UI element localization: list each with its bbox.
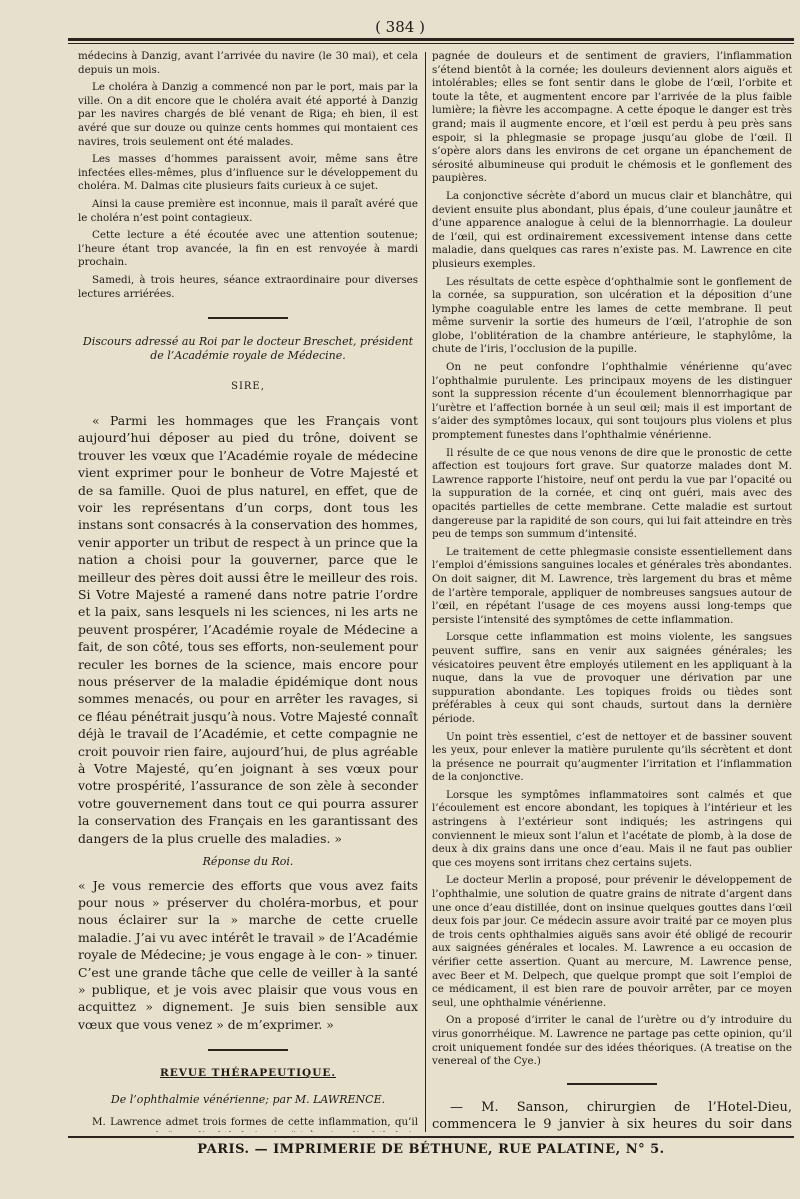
top-rule-thin xyxy=(68,43,794,44)
left-column xyxy=(78,50,418,1132)
paragraph: Samedi, à trois heures, séance extraordinaire pour diverses lectures arriérées. xyxy=(78,273,418,300)
paragraph: Le docteur Merlin a proposé, pour prévenir le développement de l’ophthalmie, une solution de quatre grains de nitrate d’argent dans une once d’eau distillée, dont on insinue quelques gouttes dans l’œil deux fois par jour. Ce médecin assure avoir traité par ce moyen plus de trois cents ophthalmies aiguës sans avoir été obligé de recourir aux saignées générales et locales. M. Lawrence a eu occasion de vérifier cette assertion. Quant au mercure, M. Lawrence pense, avec Beer et M. Delpech, que quelque prompt que soit l’emploi de ce médicament, il est bien rare de pouvoir arrêter, par ce moyen seul, une ophthalmie vénérienne. xyxy=(432,874,792,1009)
announcements xyxy=(432,1099,792,1132)
paragraph: Un point très essentiel, c’est de nettoyer et de bassiner souvent les yeux, pour enlever la matière purulente qu’ils sécrètent et dont la présence ne pourrait qu’augmenter l’irritation et l’inflammation de la conjonctive. xyxy=(432,730,792,784)
paragraph: Le traitement de cette phlegmasie consiste essentiellement dans l’emploi d’émissions sanguines locales et générales très abondantes. On doit saigner, dit M. Lawrence, très largement du bras et même de l’artère temporale, appliquer de nombreuses sangsues autour de l’œil, en répétant l’usage de ces moyens aussi long-temps que persiste l’intensité des symptômes de cette inflammation. xyxy=(432,545,792,626)
paragraph: Il résulte de ce que nous venons de dire que le pronostic de cette affection est toujours fort grave. Sur quatorze malades dont M. Lawrence rapporte l’histoire, neuf ont perdu la vue par l’opacité ou la suppuration de la cornée, et cinq ont guéri, mais avec des opacités partielles de cette membrane. Cette maladie est surtout dangereuse par la rapidité de son cours, qui lui fait atteindre en très peu de temps son summum d’intensité. xyxy=(432,446,792,541)
paragraph: Cette lecture a été écoutée avec une attention soutenue; l’heure étant trop avancée, la fin en est renvoyée à mardi prochain. xyxy=(78,229,418,269)
column-divider xyxy=(425,52,426,1132)
printer-imprint: PARIS. — IMPRIMERIE DE BÉTHUNE, RUE PALATINE, N° 5. xyxy=(197,1142,665,1157)
paragraph: Lorsque cette inflammation est moins violente, les sangsues peuvent suffire, sans en venir aux saignées générales; les vésicatoires peuvent être employés utilement en les appliquant à la nuque, dans la vue de provoquer une dérivation par une suppuration abondante. Les topiques froids ou tièdes sont préférables à ceux qui sont chauds, surtout dans la dernière période. xyxy=(432,631,792,725)
salutation: SIRE, xyxy=(231,381,265,393)
section-separator xyxy=(567,1083,657,1085)
discours-text: « Parmi les hommages que les Français vont aujourd’hui déposer au pied du trône, doivent se trouver les vœux que l’Académie royale de médecine vient exprimer pour le bonheur de Votre Majesté et de sa famille. Quoi de plus naturel, en effet, que de voir les représentans d’un corps, dont tous les instans sont consacrés à la conservation des hommes, venir apporter un tribut de respect à un prince que la nation a choisi pour la gouverner, parce que le meilleur des pères doit aussi être le meilleur des rois. Si Votre Majesté a ramené dans notre patrie l’ordre et la paix, sans lesquels ni les sciences, ni les arts ne peuvent prospérer, l’Académie royale de Médecine a fait, de son côté, tous ses efforts, non-seulement pour reculer les bornes de la science, mais encore pour nous préserver de la maladie épidémique dont nous sommes menacés, ou pour en arrêter les ravages, si ce fléau pénétrait jusqu’à nous. Votre Majesté connaît déjà le travail de l’Académie, et cette compagnie ne croit pouvoir rien faire, aujourd’hui, de plus agréable à Votre Majesté, qu’en joignant à ses vœux pour votre prospérité, l’assurance de son zèle à seconder votre gouvernement dans tout ce qui pourra assurer la conservation des Français en les garantissant des dangers de la plus cruelle des maladies. » xyxy=(78,412,418,846)
paragraph: On ne peut confondre l’ophthalmie vénérienne qu’avec l’ophthalmie purulente. Les principaux moyens de les distinguer sont la suppression récente d’un écoulement blennorrhagique par l’urètre et l’affection bornée à un seul œil; mais il est important de s’aider des symptômes locaux, qui sont toujours plus violens et plus promptement funestes dans l’ophthalmie vénérienne. xyxy=(432,361,792,442)
article-text: M. Lawrence admet trois formes de cette inflammation, qu’il xyxy=(92,1116,418,1129)
page-number: ( 384 ) xyxy=(375,18,425,36)
article-title: De l’ophthalmie vénérienne; par M. LAWRENCE. xyxy=(110,1092,386,1106)
paragraph: pagnée de douleurs et de sentiment de graviers, l’inflammation s’étend bientôt à la cornée; les douleurs deviennent alors aiguës et intolérables; elles se font sentir dans le globe de l’œil, l’orbite et toute la tête, et augmentent encore par l’arrivée de la plus faible lumière; la fièvre les accompagne. A cette époque le danger est très grand; mais il augmente encore, et l’œil est perdu à peu près sans espoir, si la phlegmasie se propage jusqu’au globe de l’œil. Il s’opère alors dans les environs de cet organe un épanchement de sérosité albumineuse qui produit le chémosis et le gonflement des paupières. xyxy=(432,50,792,185)
paragraph: médecins à Danzig, avant l’arrivée du navire (le 30 mai), et cela depuis un mois. xyxy=(78,50,418,76)
paragraph: Les masses d’hommes paraissent avoir, même sans être infectées elles-mêmes, plus d’influence sur le développement du choléra. M. Dalmas cite plusieurs faits curieux à ce sujet. xyxy=(78,153,418,193)
right-column xyxy=(432,50,792,1132)
paragraph: Ainsi la cause première est inconnue, mais il paraît avéré que le choléra n’est point contagieux. xyxy=(78,197,418,224)
paragraph: On a proposé d’irriter le canal de l’urètre ou d’y introduire du virus gonorrhéique. M. Lawrence ne partage pas cette opinion, qu’il croit uniquement fondée sur des idées théoriques. (A treatise on the venereal of the Cye.) xyxy=(432,1014,792,1068)
reponse-title: Réponse du Roi. xyxy=(202,855,294,869)
paragraph: Les résultats de cette espèce d’ophthalmie sont le gonflement de la cornée, sa suppuration, son ulcération et la déposition d’une lymphe coagulable entre les lames de cette membrane. Il peut même survenir la sortie des humeurs de l’œil, l’atrophie de son globe, l’oblitération de la chambre antérieure, le staphylôme, la chute de l’iris, l’occlusion de la pupille. xyxy=(432,275,792,356)
paragraph: La conjonctive sécrète d’abord un mucus clair et blanchâtre, qui devient ensuite plus abondant, plus épais, d’une couleur jaunâtre et d’une apparence analogue à celui de la blennorrhagie. La douleur de l’œil, qui est ordinairement excessivement intense dans cette maladie, dans quelques cas rares n’existe pas. M. Lawrence en cite plusieurs exemples. xyxy=(432,189,792,270)
top-rule xyxy=(68,38,794,41)
revue-title: REVUE THÉRAPEUTIQUE. xyxy=(159,1067,337,1080)
section-separator xyxy=(208,1049,288,1051)
discours-title: Discours adressé au Roi par le docteur Breschet, président de l’Académie royale de Médecine. xyxy=(82,335,414,362)
paragraph: Le choléra à Danzig a commencé non par le port, mais par la ville. On a dit encore que le choléra avait été apporté à Danzig par les navires chargés de blé venant de Riga; eh bien, il est avéré que sur douze ou quinze cents hommes qui montaient ces navires, trois seulement ont été malades. xyxy=(78,81,418,148)
footer-rule xyxy=(68,1136,794,1138)
paragraph: Lorsque les symptômes inflammatoires sont calmés et que l’écoulement est encore abondant, les topiques à l’intérieur et les astringens à l’extérieur sont indiqués; les astringens qui conviennent le mieux sont l’alun et l’acétate de plomb, à la dose de deux à dix grains dans une once d’eau. Mais il ne faut pas oublier que ces moyens sont irritans chez certains sujets. xyxy=(432,788,792,869)
announcement-sanson: — M. Sanson, chirurgien de l’Hotel-Dieu, commencera le 9 janvier à six heures du soir dans xyxy=(432,1099,792,1132)
reponse-text: « Je vous remercie des efforts que vous avez faits pour nous » préserver du choléra-morbus, et pour nous éclairer sur la » marche de cette cruelle maladie. J’ai vu avec intérêt le travail » de l’Académie royale de Médecine; je vous engage à le con- » tinuer. C’est une grande tâche que celle de veiller à la santé » publique, et je vois avec plaisir que vous vous en acquittez » dignement. Je suis bien sensible aux vœux que vous venez » de m’exprimer. » xyxy=(78,877,418,1032)
section-separator xyxy=(208,317,288,319)
